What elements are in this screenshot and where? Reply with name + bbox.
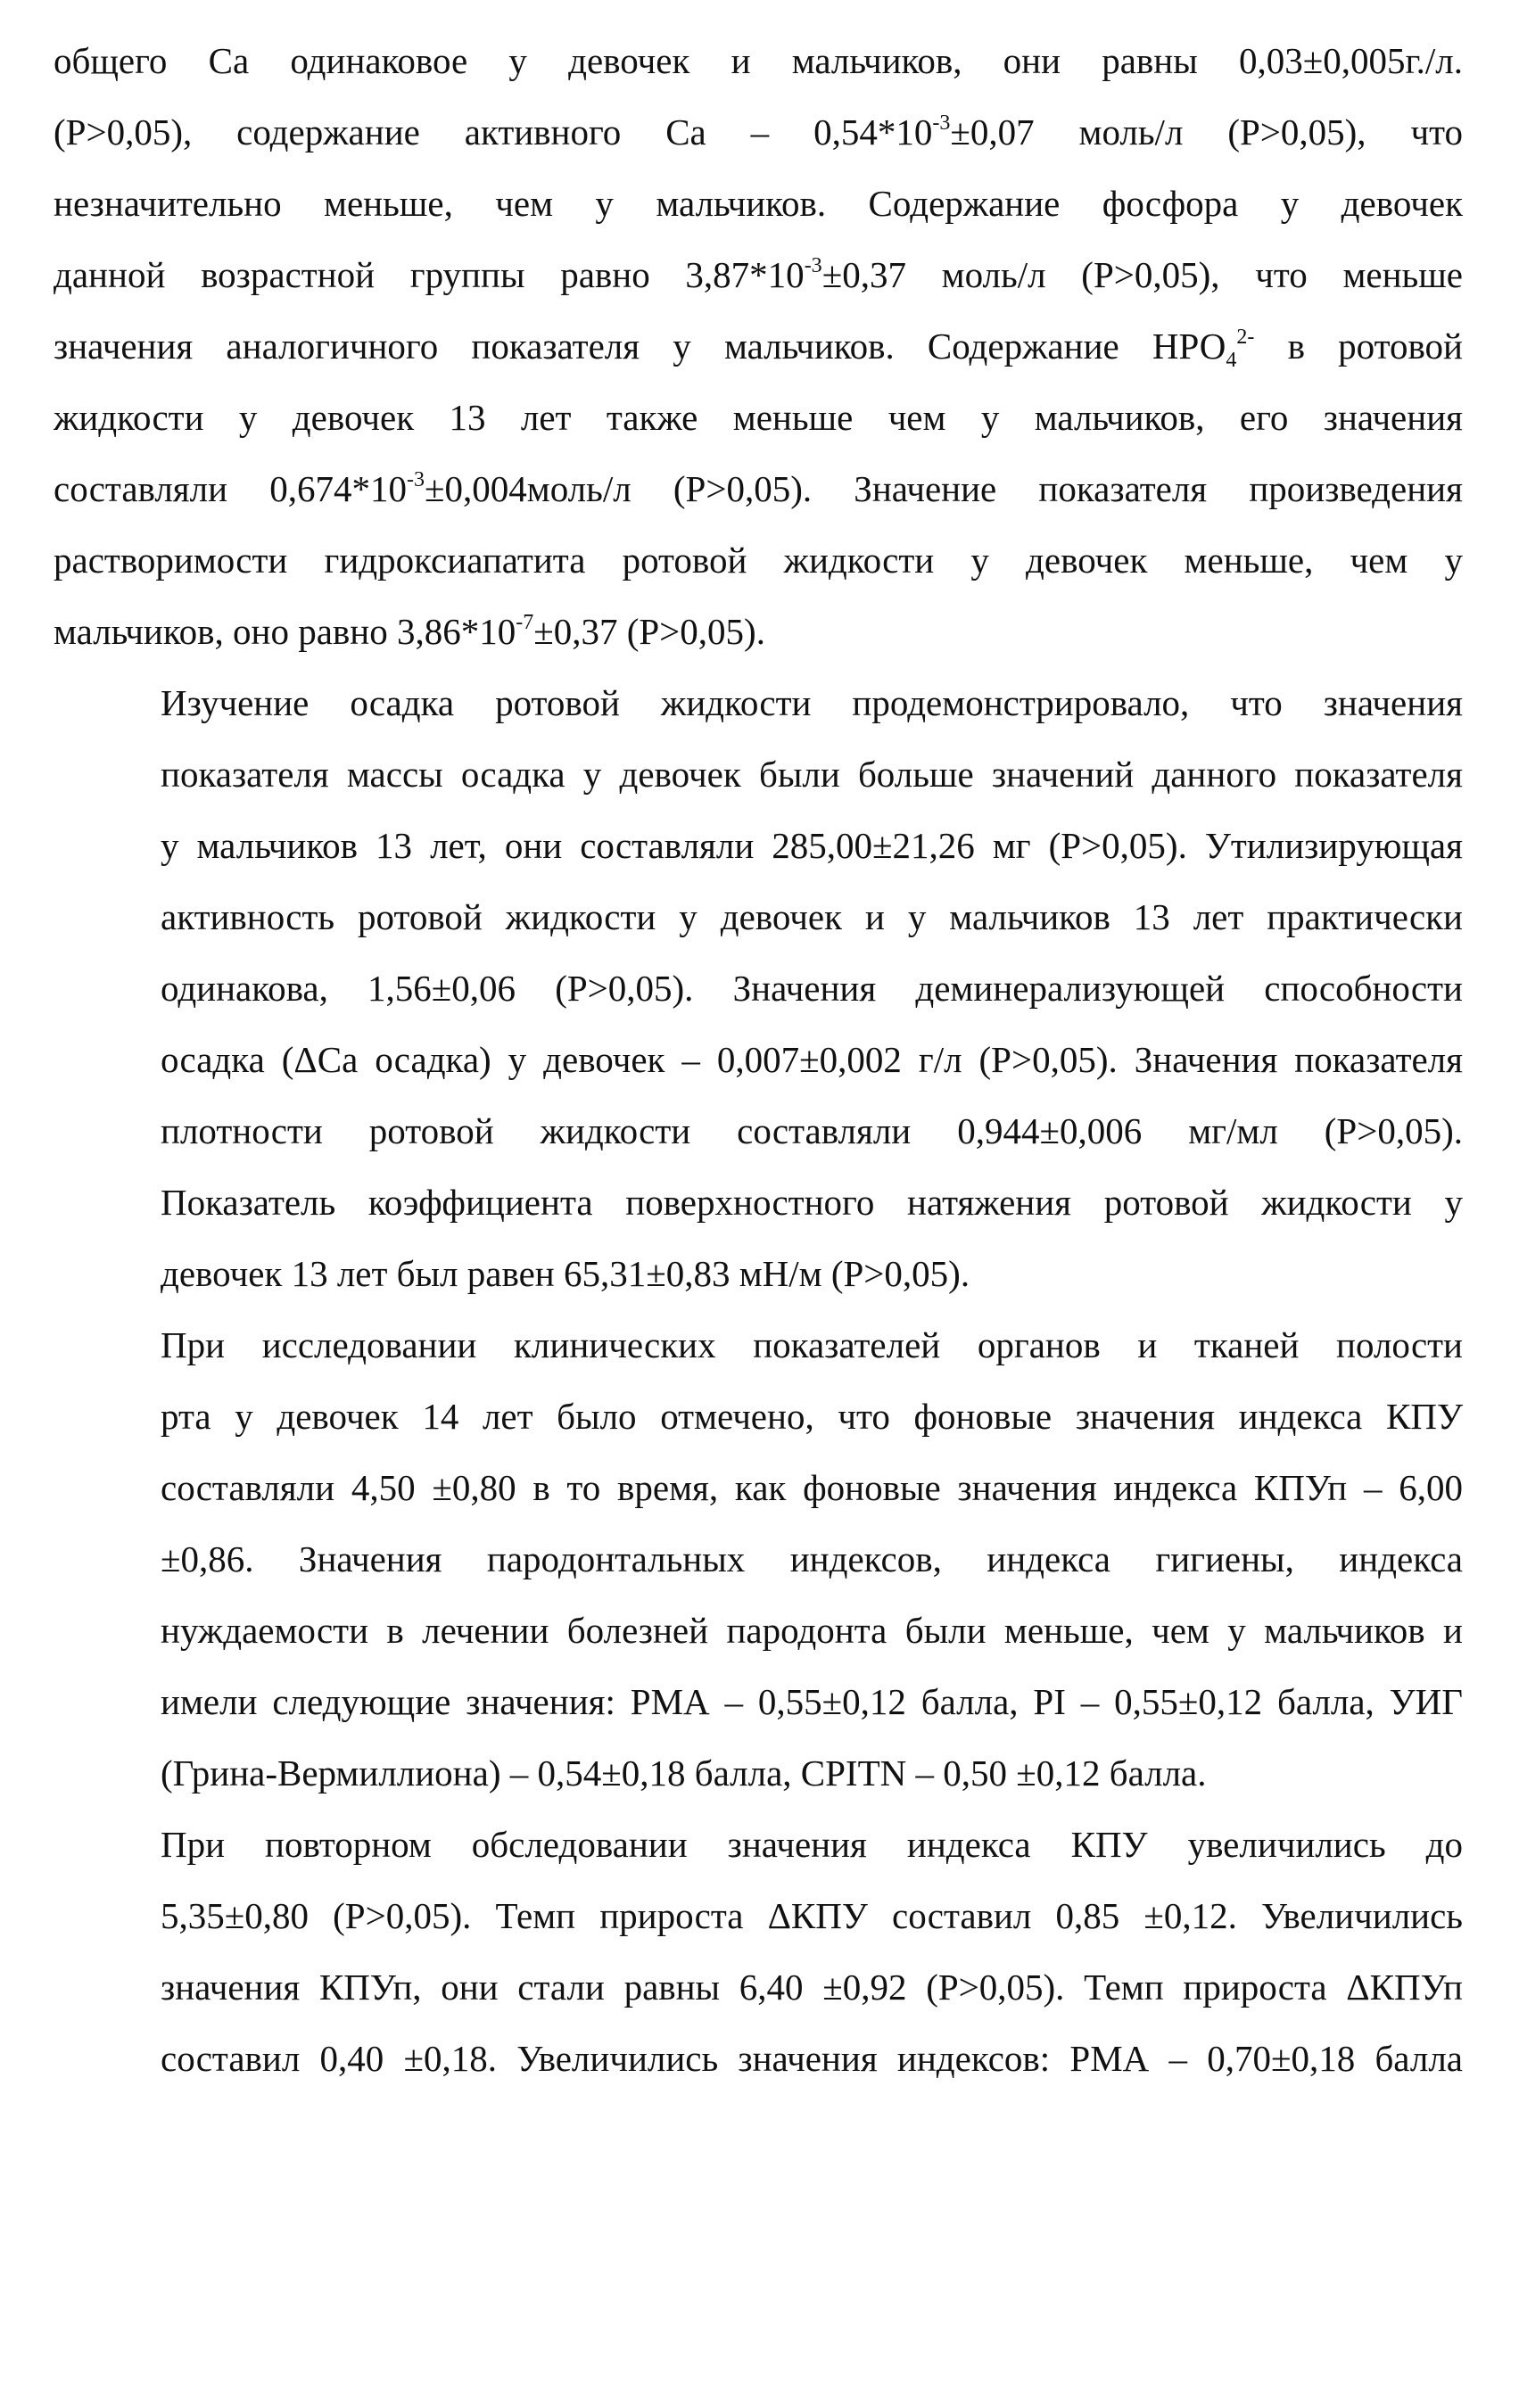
text-line: активность ротовой жидкости у девочек и у мальчиков 13 лет практически bbox=[161, 896, 1463, 937]
text-line: значения аналогичного показателя у мальчиков. Содержание $НРО_4^{2-}$ в ротовой bbox=[54, 326, 1463, 373]
text-line: 5,35±0,80 (Р>0,05). Темп прироста ΔКПУ составил 0,85 ±0,12. Увеличились bbox=[161, 1895, 1463, 1936]
text-line: незначительно меньше, чем у мальчиков. Содержание фосфора у девочек bbox=[54, 183, 1463, 224]
text-line: При повторном обследовании значения индекса КПУ увеличились до bbox=[161, 1824, 1463, 1865]
text-line: составил 0,40 ±0,18. Увеличились значения индексов: РМА – 0,70±0,18 балла bbox=[161, 2038, 1463, 2079]
text-line: растворимости гидроксиапатита ротовой жидкости у девочек меньше, чем у bbox=[54, 540, 1463, 581]
text-line: общего Са одинаковое у девочек и мальчиков, они равны 0,03±0,005г./л. bbox=[54, 40, 1463, 81]
text-line: плотности ротовой жидкости составляли 0,944±0,006 мг/мл (Р>0,05). bbox=[161, 1110, 1463, 1151]
paragraph-repeat-exam bbox=[54, 1809, 1463, 2094]
text-line: Изучение осадка ротовой жидкости продемонстрировало, что значения bbox=[161, 682, 1463, 723]
text-line: значения КПУп, они стали равны 6,40 ±0,92 (Р>0,05). Темп прироста ΔКПУп bbox=[161, 1967, 1463, 2008]
text-line: рта у девочек 14 лет было отмечено, что фоновые значения индекса КПУ bbox=[161, 1396, 1463, 1437]
text-line: жидкости у девочек 13 лет также меньше чем у мальчиков, его значения bbox=[54, 397, 1463, 438]
text-line: Показатель коэффициента поверхностного натяжения ротовой жидкости у bbox=[161, 1182, 1463, 1223]
document-page bbox=[54, 25, 1463, 2094]
paragraph-sediment-study bbox=[54, 667, 1463, 1309]
paragraph-calcium-phosphate bbox=[54, 25, 1463, 667]
text-line: составляли $0,674*10^{-3}\pm 0,004моль/л$ (Р>0,05). Значение показателя произведения bbox=[54, 468, 1463, 509]
text-line: у мальчиков 13 лет, они составляли 285,00±21,26 мг (Р>0,05). Утилизирующая bbox=[161, 825, 1463, 866]
text-line: нуждаемости в лечении болезней пародонта были меньше, чем у мальчиков и bbox=[161, 1610, 1463, 1651]
text-line: данной возрастной группы равно $3,87*10^{-3}\pm 0,37$ моль/л (Р>0,05), что меньше bbox=[54, 254, 1464, 295]
text-line: мальчиков, оно равно $3,86*10^{-7}\pm 0,37$ (Р>0,05). bbox=[54, 611, 765, 652]
text-line: ±0,86. Значения пародонтальных индексов, индекса гигиены, индекса bbox=[161, 1538, 1463, 1579]
text-line: девочек 13 лет был равен 65,31±0,83 мН/м (Р>0,05). bbox=[161, 1253, 970, 1294]
text-line: одинакова, 1,56±0,06 (Р>0,05). Значения деминерализующей способности bbox=[161, 968, 1463, 1009]
text-line: составляли 4,50 ±0,80 в то время, как фоновые значения индекса КПУп – 6,00 bbox=[161, 1467, 1463, 1508]
text-line: осадка (ΔСа осадка) у девочек – 0,007±0,002 г/л (Р>0,05). Значения показателя bbox=[161, 1039, 1463, 1080]
text-line: имели следующие значения: РМА – 0,55±0,12 балла, PI – 0,55±0,12 балла, УИГ bbox=[161, 1681, 1463, 1722]
text-line: (Грина-Вермиллиона) – 0,54±0,18 балла, CPITN – 0,50 ±0,12 балла. bbox=[161, 1752, 1207, 1794]
paragraph-clinical-indices bbox=[54, 1309, 1463, 1809]
text-line: При исследовании клинических показателей органов и тканей полости bbox=[161, 1324, 1463, 1365]
text-line: показателя массы осадка у девочек были больше значений данного показателя bbox=[161, 754, 1463, 795]
text-line: (Р>0,05), содержание активного Са – $0,54*10^{-3}\pm 0,07$ моль/л (Р>0,05), что bbox=[54, 111, 1463, 153]
